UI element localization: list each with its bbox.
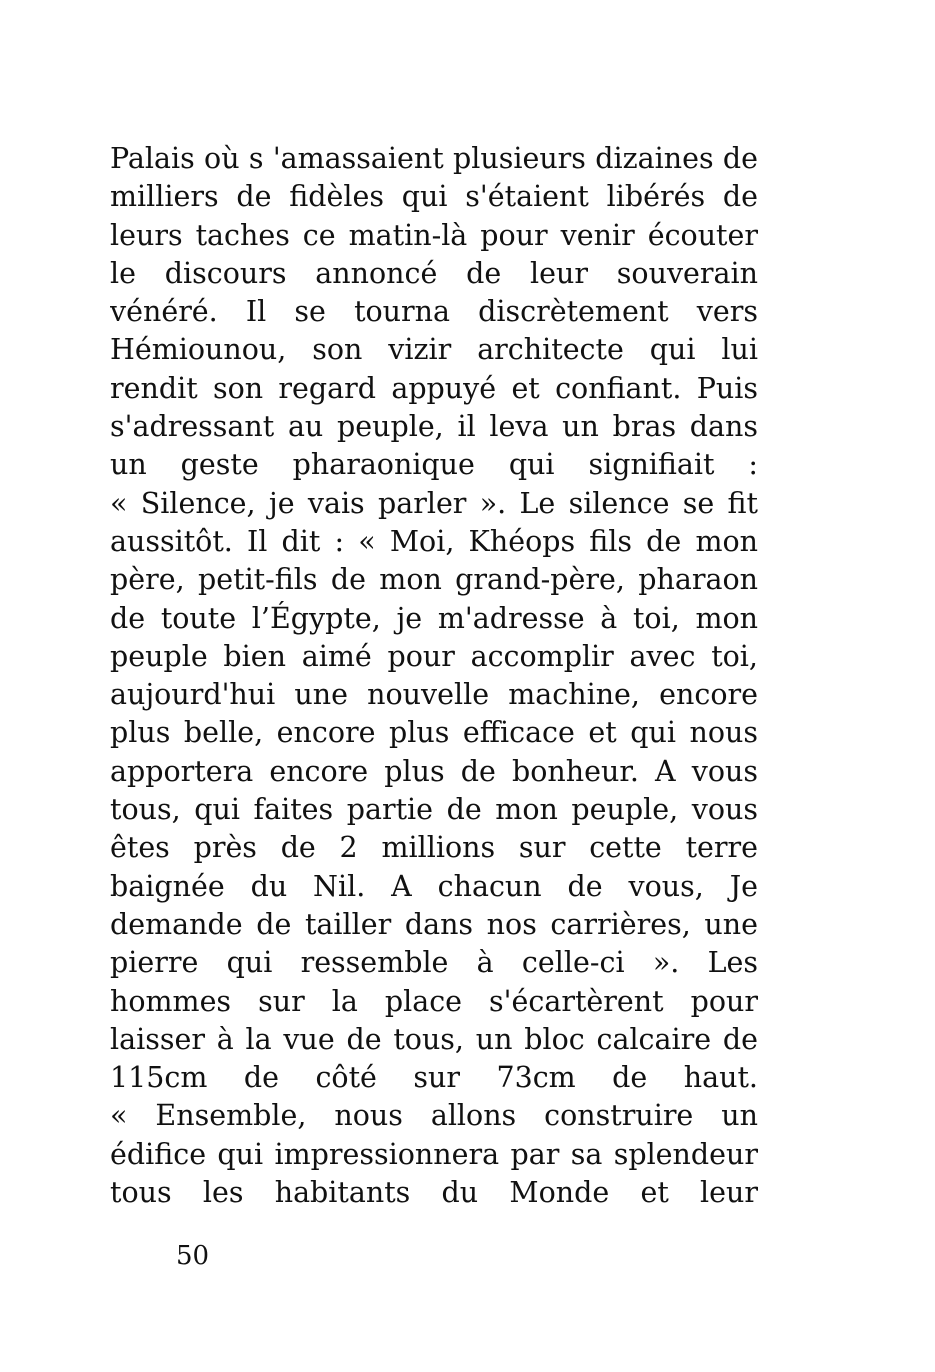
text-line: êtes près de 2 millions sur cette terre [110,831,758,865]
text-line: le discours annoncé de leur souverain [110,256,758,290]
text-line: demande de tailler dans nos carrières, une [110,907,758,941]
text-line: tous les habitants du Monde et leur [110,1176,758,1210]
text-line: plus belle, encore plus efficace et qui nous [110,716,758,750]
text-line: vénéré. Il se tourna discrètement vers [110,295,758,329]
text-line: de toute l’Égypte, je m'adresse à toi, mon [110,601,758,635]
text-line: milliers de fidèles qui s'étaient libérés de [110,180,758,214]
text-line: s'adressant au peuple, il leva un bras dans [110,410,758,444]
text-line: « Ensemble, nous allons construire un [110,1099,758,1133]
page-number: 50 [176,1241,210,1271]
text-line: hommes sur la place s'écartèrent pour [110,984,758,1018]
text-line: apportera encore plus de bonheur. A vous [110,754,758,788]
text-line: édifice qui impressionnera par sa splendeur [110,1137,758,1171]
text-line: père, petit-fils de mon grand-père, pharaon [110,563,758,597]
text-line: Palais où s 'amassaient plusieurs dizaines de [110,142,758,175]
text-line: aussitôt. Il dit : « Moi, Khéops fils de mon [110,524,758,558]
text-line: 115cm de côté sur 73cm de haut. [110,1061,758,1095]
text-line: un geste pharaonique qui signifiait : [110,448,758,482]
text-line: Hémiounou, son vizir architecte qui lui [110,333,758,367]
text-line: aujourd'hui une nouvelle machine, encore [110,678,758,712]
text-line: leurs taches ce matin-là pour venir écouter [110,218,758,252]
text-line: « Silence, je vais parler ». Le silence se fit [110,486,758,520]
text-line: rendit son regard appuyé et confiant. Puis [110,371,758,405]
text-line: tous, qui faites partie de mon peuple, vous [110,793,758,827]
body-text [110,140,758,1212]
text-line: baignée du Nil. A chacun de vous, Je [110,869,758,903]
text-line: peuple bien aimé pour accomplir avec toi, [110,639,758,673]
text-line: pierre qui ressemble à celle-ci ». Les [110,946,758,980]
text-line: laisser à la vue de tous, un bloc calcaire de [110,1022,758,1056]
